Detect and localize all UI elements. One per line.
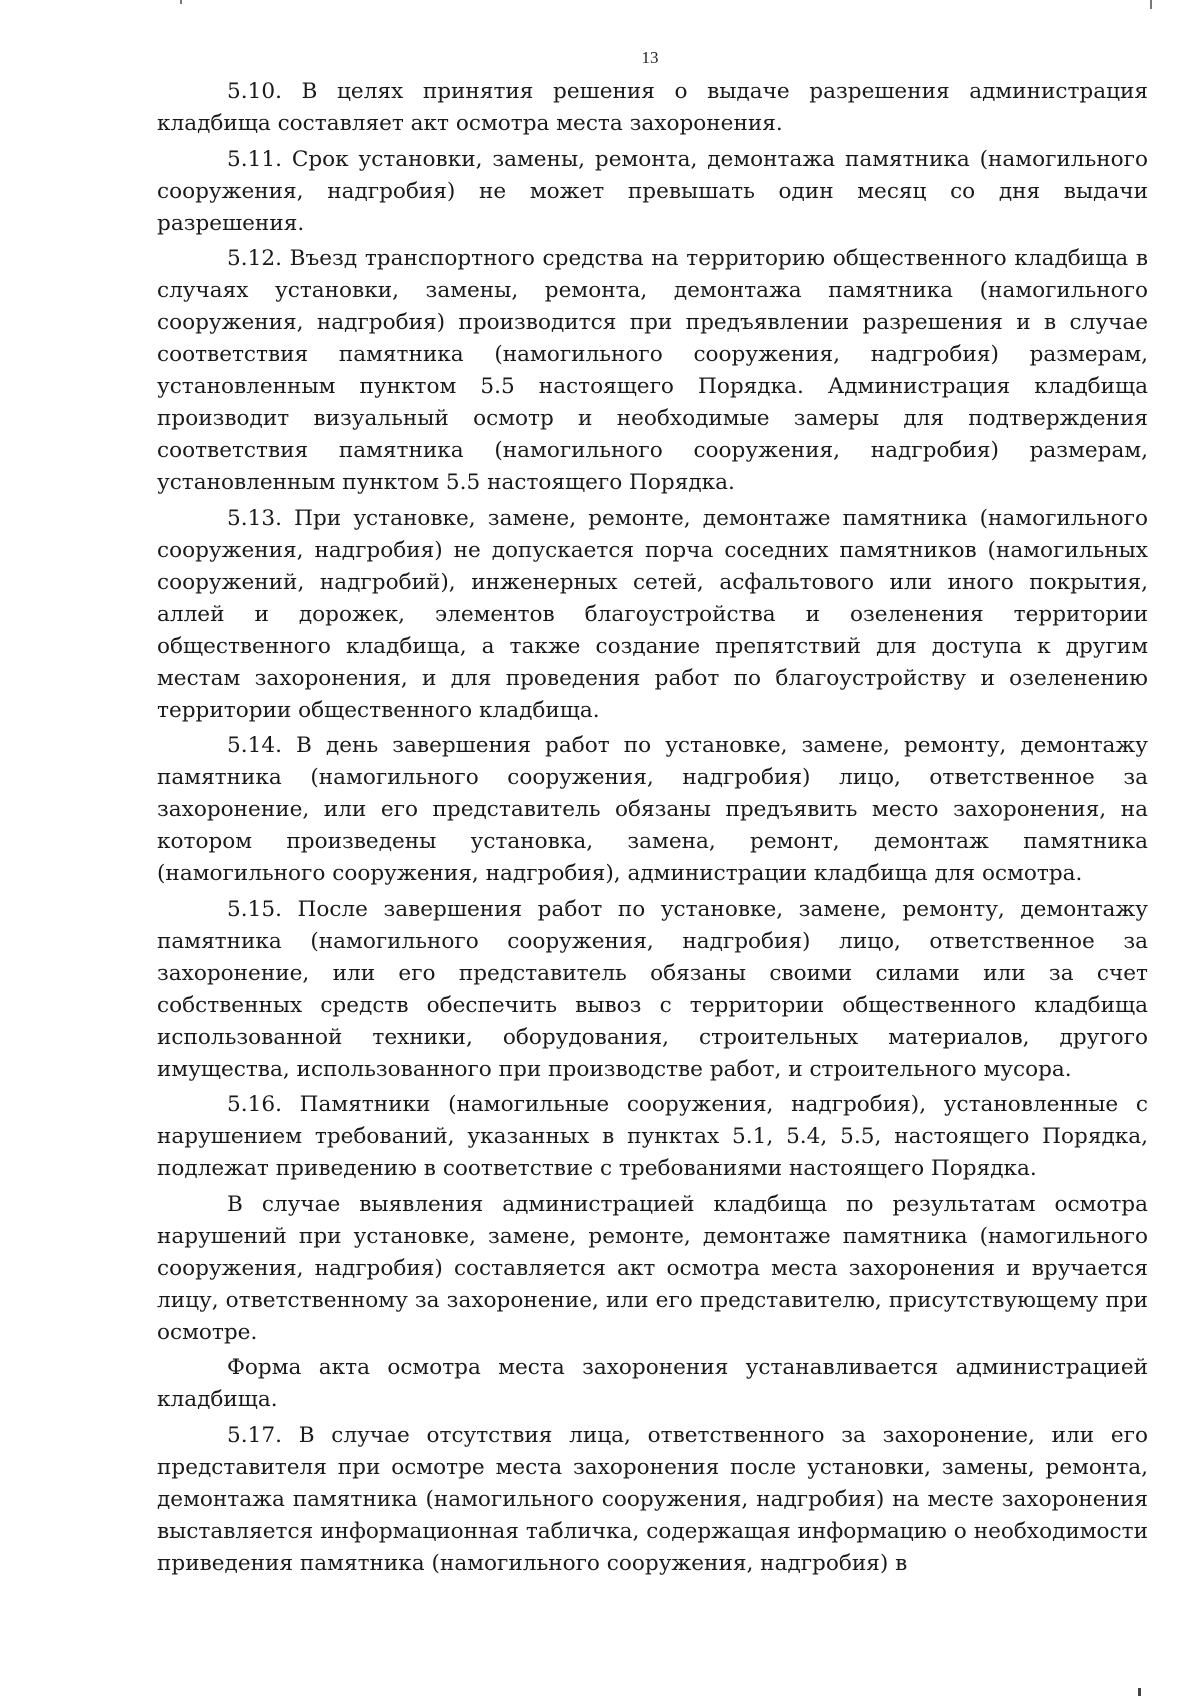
paragraph-5-12: 5.12. Въезд транспортного средства на территорию общественного кладбища в случаях установки, замены, ремонта, демонтажа памятника (намогильного сооружения, надгробия) производится при предъявлении разрешения и в случае соответствия памятника (намогильного сооружения, надгробия) размерам, установленным пунктом 5.5 настоящего Порядка. Администрация кладбища производит визуальный осмотр и необходимые замеры для подтверждения соответствия памятника (намогильного сооружения, надгробия) размерам, установленным пунктом 5.5 настоящего Порядка. (157, 246, 1148, 495)
scan-mark-top-right (1150, 0, 1152, 9)
paragraph-5-11: 5.11. Срок установки, замены, ремонта, демонтажа памятника (намогильного сооружения, надгробия) не может превышать один месяц со дня выдачи разрешения. (157, 146, 1148, 236)
page-number: 13 (641, 48, 659, 67)
paragraph-5-16: 5.16. Памятники (намогильные сооружения, надгробия), установленные с нарушением требований, указанных в пунктах 5.1, 5.4, 5.5, настоящего Порядка, подлежат приведению в соответствие с требованиями настоящего Порядка. (157, 1092, 1148, 1181)
paragraph-5-13: 5.13. При установке, замене, ремонте, демонтаже памятника (намогильного сооружения, надгробия) не допускается порча соседних памятников (намогильных сооружений, надгробий), инженерных сетей, асфальтового или иного покрытия, аллей и дорожек, элементов благоустройства и озеленения территории общественного кладбища, а также создание препятствий для доступа к другим местам захоронения, и для проведения работ по благоустройству и озеленению территории общественного кладбища. (157, 505, 1148, 723)
document-body (157, 76, 1148, 1583)
paragraph-5-17: 5.17. В случае отсутствия лица, ответственного за захоронение, или его представителя при осмотре места захоронения после установки, замены, ремонта, демонтажа памятника (намогильного сооружения, надгробия) на месте захоронения выставляется информационная табличка, содержащая информацию о необходимости приведения памятника (намогильного сооружения, надгробия) в (157, 1422, 1148, 1576)
paragraph-5-15: 5.15. После завершения работ по установке, замене, ремонту, демонтажу памятника (намогильного сооружения, надгробия) лицо, ответственное за захоронение, или его представитель обязаны своими силами или за счет собственных средств обеспечить вывоз с территории общественного кладбища использованной техники, оборудования, строительных материалов, другого имущества, использованного при производстве работ, и строительного мусора. (157, 896, 1148, 1082)
paragraph-5-14: 5.14. В день завершения работ по установке, замене, ремонту, демонтажу памятника (намогильного сооружения, надгробия) лицо, ответственное за захоронение, или его представитель обязаны предъявить место захоронения, на котором произведены установка, замена, ремонт, демонтаж памятника (намогильного сооружения, надгробия), администрации кладбища для осмотра. (157, 733, 1148, 886)
scan-mark-bottom-right (1138, 1688, 1141, 1696)
paragraph-5-16-inspection: В случае выявления администрацией кладбища по результатам осмотра нарушений при установке, замене, ремонте, демонтаже памятника (намогильного сооружения, надгробия) составляется акт осмотра места захоронения и вручается лицу, ответственному за захоронение, или его представителю, присутствующему при осмотре. (157, 1191, 1148, 1345)
paragraph-5-16-form: Форма акта осмотра места захоронения устанавливается администрацией кладбища. (157, 1355, 1148, 1412)
scan-mark-top-left (180, 0, 182, 4)
paragraph-5-10: 5.10. В целях принятия решения о выдаче разрешения администрация кладбища составляет акт осмотра места захоронения. (157, 79, 1148, 136)
